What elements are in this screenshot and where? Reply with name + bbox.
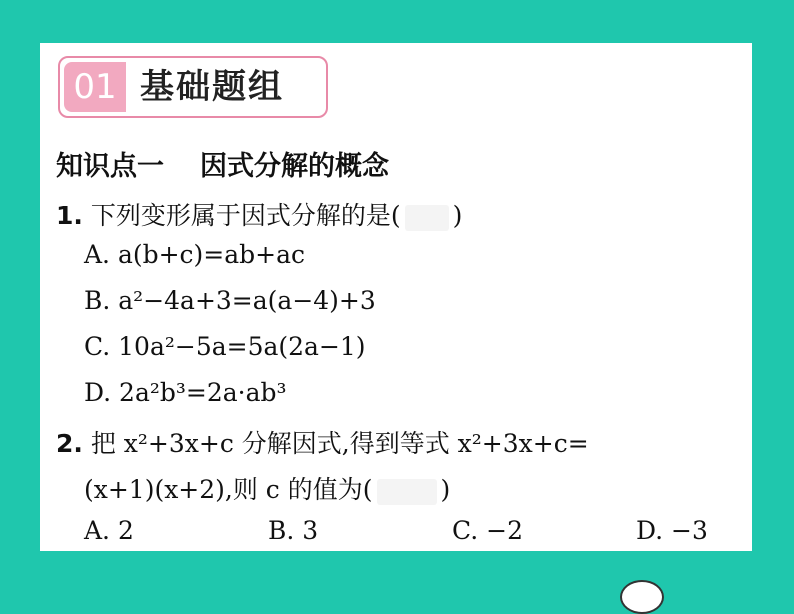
question-1-close-paren: ) — [452, 201, 463, 230]
question-2-number: 2. — [56, 429, 83, 458]
question-1-stem — [56, 196, 462, 232]
question-1-option-b: B. a²−4a+3=a(a−4)+3 — [84, 286, 376, 315]
question-1-option-d: D. 2a²b³=2a·ab³ — [84, 378, 287, 407]
question-2-option-b: B. 3 — [268, 516, 319, 545]
question-2-line-2 — [84, 470, 450, 506]
question-2-text-2: (x+1)(x+2),则 c 的值为( — [84, 475, 373, 504]
answer-blank[interactable] — [377, 479, 437, 505]
question-1-number: 1. — [56, 201, 83, 230]
section-title: 基础题组 — [140, 67, 284, 107]
question-2-text-1: 把 x²+3x+c 分解因式,得到等式 x²+3x+c= — [90, 429, 589, 458]
question-2-close-paren: ) — [440, 475, 451, 504]
section-badge — [58, 56, 328, 118]
question-2-option-c: C. −2 — [452, 516, 523, 545]
question-2-line-1 — [56, 424, 589, 460]
mascot-icon — [620, 580, 664, 614]
question-2-option-a: A. 2 — [84, 516, 134, 545]
question-1-option-a: A. a(b+c)=ab+ac — [84, 240, 306, 269]
answer-blank[interactable] — [405, 205, 449, 231]
question-1-text: 下列变形属于因式分解的是( — [90, 201, 401, 230]
knowledge-point-prefix: 知识点一 — [56, 151, 164, 182]
knowledge-point-topic: 因式分解的概念 — [200, 151, 389, 182]
knowledge-point-heading — [56, 144, 389, 183]
section-number: 01 — [64, 62, 126, 112]
question-1-option-c: C. 10a²−5a=5a(2a−1) — [84, 332, 366, 361]
question-2-option-d: D. −3 — [636, 516, 708, 545]
